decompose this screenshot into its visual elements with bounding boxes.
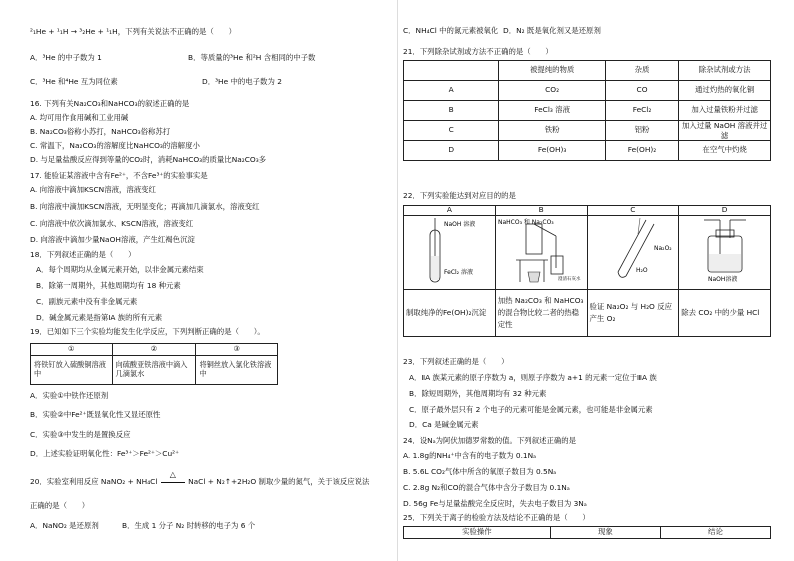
q21-header-0 [404,61,499,81]
c-top-label: Na₂O₂ [653,245,672,252]
q19-cell-1: 将铁钉放入硫酸铜溶液中 [31,355,113,384]
q22-stem: 22．下列实验能达到对应目的的是 [403,191,516,200]
q21-row-c-method: 加入过量 NaOH 溶液并过滤 [679,121,771,141]
q16-option-d: D. 与足量盐酸反应得到等量的CO₂时，消耗NaHCO₃的质量比Na₂CO₃多 [30,155,267,164]
q18-stem: 18．下列叙述正确的是（ ） [30,250,136,259]
gas-washing-bottle-diagram [680,216,770,286]
q22-image-b [495,216,587,290]
q16-option-a: A. 均可用作食用碱和工业用碱 [30,113,129,122]
c-bottom-label: H₂O [635,267,648,274]
q21-row-c-substance: 铁粉 [499,121,605,141]
q17-option-c: C. 向溶液中依次滴加氯水、KSCN溶液，溶液变红 [30,219,194,228]
q21-stem: 21．下列除杂试剂或方法不正确的是（ ） [403,47,553,56]
q19-cell-2: 向硫酸亚铁溶液中滴入几滴氯水 [112,355,196,384]
q24-option-d: D. 56g Fe与足量盐酸完全反应时，失去电子数目为 3Nₐ [403,499,587,508]
heating-apparatus-diagram [496,216,586,286]
heat-arrow [160,470,186,487]
q21-row-c-label: C [404,121,499,141]
q19-header-2: ② [112,344,196,356]
q21-row-b-method: 加入过量铁粉并过滤 [679,101,771,121]
q24-option-a: A. 1.8g的NH₄⁺中含有的电子数为 0.1Nₐ [403,451,537,460]
q22-header-c: C [587,206,679,216]
q20-stem-line1 [30,470,370,487]
q16-stem: 16. 下列有关Na₂CO₃和NaHCO₃的叙述正确的是 [30,99,190,108]
q-top-stem [30,28,236,37]
q19-option-c: C．实验③中发生的是置换反应 [30,430,131,439]
q25-header-conclusion: 结论 [660,527,770,539]
tilted-test-tube-diagram [588,216,678,286]
q19-cell-3: 将铜丝放入氯化铁溶液中 [196,355,278,384]
q21-row-b [404,101,771,121]
q22-image-row [404,216,771,290]
q21-row-d [404,141,771,161]
q19-table [30,343,278,385]
q16-option-c: C. 常温下，Na₂CO₃的溶解度比NaHCO₃的溶解度小 [30,141,200,150]
q22-image-a [404,216,496,290]
q20-stem-a: 20．实验室利用反应 NaNO₂ + NH₄Cl [30,477,158,486]
q21-row-c-impurity: 铝粉 [605,121,678,141]
q21-row-a-substance: CO₂ [499,81,605,101]
q20-option-c: C．NH₄Cl 中的氮元素被氧化 [403,26,499,35]
q20-option-b: B．生成 1 分子 N₂ 时转移的电子为 6 个 [122,521,256,530]
q23-option-d: D．Ca 是碱金属元素 [409,420,479,429]
q19-header-3: ③ [196,344,278,356]
q19-stem: 19．已知如下三个实验均能发生化学反应，下列判断正确的是（ ）。 [30,327,265,336]
q21-row-d-label: D [404,141,499,161]
q19-content-row [31,355,278,384]
test-tube-dropper-diagram [404,216,494,286]
q22-table [403,205,771,337]
q22-header-row [404,206,771,216]
q21-header-2: 杂质 [605,61,678,81]
a-bottom-label: FeCl₂ 溶液 [444,269,474,276]
q24-option-c: C. 2.8g N₂和CO的混合气体中含分子数目为 0.1Nₐ [403,483,570,492]
q21-row-b-impurity: FeCl₂ [605,101,678,121]
q22-image-c [587,216,679,290]
q25-header-phenomenon: 现象 [550,527,660,539]
q21-row-b-label: B [404,101,499,121]
q25-table [403,526,771,539]
q22-purpose-d: 除去 CO₂ 中的少量 HCl [679,289,771,336]
q16-option-b: B. Na₂CO₃俗称小苏打，NaHCO₃俗称苏打 [30,127,171,136]
q23-option-b: B．除短周期外，其他周期均有 32 种元素 [409,389,547,398]
q19-option-d: D．上述实验证明氧化性：Fe³⁺＞Fe²⁺＞Cu²⁺ [30,449,179,458]
q20-option-d: D．N₂ 既是氧化剂又是还原剂 [503,26,601,35]
q21-row-d-substance: Fe(OH)₃ [499,141,605,161]
q19-header-1: ① [31,344,113,356]
q19-option-a: A．实验①中铁作还原剂 [30,391,109,400]
q-top-stem-tail: ，下列有关说法不正确的是（ ） [117,27,236,36]
q21-row-a-label: A [404,81,499,101]
q23-stem: 23．下列叙述正确的是（ ） [403,357,509,366]
q-top-option-c: C．³He 和⁴He 互为同位素 [30,77,118,86]
q19-header-row [31,344,278,356]
q21-row-a [404,81,771,101]
q17-option-b: B. 向溶液中滴加KSCN溶液，无明显变化；再滴加几滴氯水，溶液变红 [30,202,260,211]
q19-option-b: B．实验②中Fe²⁺既显氧化性又显还原性 [30,410,161,419]
q17-option-a: A. 向溶液中滴加KSCN溶液，溶液变红 [30,185,156,194]
q21-row-b-substance: FeCl₃ 溶液 [499,101,605,121]
q22-header-d: D [679,206,771,216]
q21-table [403,60,771,161]
q18-option-c: C．副族元素中没有非金属元素 [36,297,138,306]
q22-purpose-b: 加热 Na₂CO₃ 和 NaHCO₃ 的混合物比较二者的热稳定性 [495,289,587,336]
q20-option-a: A．NaNO₂ 是还原剂 [30,521,99,530]
q17-option-d: D. 向溶液中滴加少量NaOH溶液，产生红褐色沉淀 [30,235,195,244]
reaction-arrow-line [161,482,185,483]
q22-purpose-c: 验证 Na₂O₂ 与 H₂O 反应产生 O₂ [587,289,679,336]
q18-option-d: D．碱金属元素是指第ⅠA 族的所有元素 [36,313,163,322]
q22-purpose-a: 制取纯净的Fe(OH)₂沉淀 [404,289,496,336]
q20-stem-c: 正确的是（ ） [30,501,90,510]
q21-row-d-impurity: Fe(OH)₂ [605,141,678,161]
q21-row-c [404,121,771,141]
q25-header-row [404,527,771,539]
d-bottom-label: NaOH溶液 [707,276,738,283]
q21-row-a-method: 通过灼热的氧化铜 [679,81,771,101]
q22-header-b: B [495,206,587,216]
q-top-option-b: B．等质量的³He 和²H 含相同的中子数 [188,53,316,62]
q21-row-d-method: 在空气中灼烧 [679,141,771,161]
q25-header-operation: 实验操作 [404,527,551,539]
q23-option-c: C．原子最外层只有 2 个电子的元素可能是金属元素，也可能是非金属元素 [409,405,653,414]
q18-option-a: A．每个周期均从金属元素开始，以非金属元素结束 [36,265,204,274]
q23-option-a: A．ⅡA 族某元素的原子序数为 a，则原子序数为 a+1 的元素一定位于ⅢA 族 [409,373,657,382]
column-divider [397,0,398,561]
q25-stem: 25．下列关于离子的检验方法及结论不正确的是（ ） [403,513,590,522]
q22-purpose-row [404,289,771,336]
heat-symbol: △ [169,470,176,479]
q21-header-3: 除杂试剂或方法 [679,61,771,81]
q21-header-row [404,61,771,81]
nuclear-reaction: ²₁He + ¹₁H → ³₂He + ¹₁H [30,27,118,36]
q21-row-a-impurity: CO [605,81,678,101]
q21-header-1: 被提纯的物质 [499,61,605,81]
q17-stem: 17. 能验证某溶液中含有Fe²⁺，不含Fe³⁺的实验事实是 [30,171,208,180]
b-top-label: NaHCO₃ 和 Na₂CO₃ [498,219,554,226]
q24-stem: 24．设Nₐ为阿伏加德罗常数的值。下列叙述正确的是 [403,436,577,445]
q-top-option-d: D．³He 中的电子数为 2 [202,77,282,86]
q22-header-a: A [404,206,496,216]
b-side-label: 澄清石灰水 [558,277,581,282]
q20-stem-b: NaCl + N₂↑+2H₂O 制取少量的氮气，关于该反应说法 [188,477,370,486]
a-top-label: NaOH 溶液 [444,221,476,228]
q24-option-b: B. 5.6L CO₂气体中所含的氧原子数目为 0.5Nₐ [403,467,557,476]
q18-option-b: B．除第一周期外，其他周期均有 18 种元素 [36,281,181,290]
q22-image-d [679,216,771,290]
q-top-option-a: A．³He 的中子数为 1 [30,53,102,62]
